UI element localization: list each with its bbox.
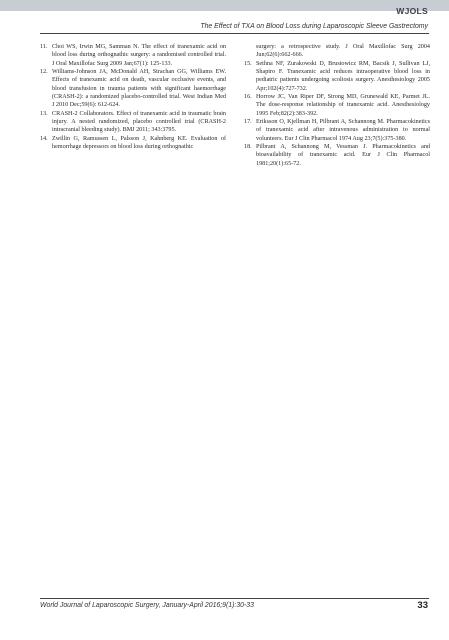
reference-number: 14. bbox=[40, 135, 48, 142]
reference-continuation: surgery: a retrospective study. J Oral Maxillofac Surg 2004 Jun;62(6):662-666. bbox=[256, 44, 430, 59]
reference-item bbox=[40, 135, 226, 152]
header-band bbox=[0, 0, 449, 11]
reference-text: Sethna NF, Zurakowski D, Brustowicz RM, Bacsik J, Sullivan LJ, Shapiro F. Tranexamic acid reduces intraoperative blood loss in pediatric patients undergoing scoliosis surgery. Anesthesiology 2005 Apr;102(4):727-732. bbox=[256, 60, 430, 92]
reference-number: 16. bbox=[244, 94, 252, 101]
journal-tag: WJOLS bbox=[396, 6, 428, 16]
footer-citation: World Journal of Laparoscopic Surgery, January-April 2016;9(1):30-33 bbox=[40, 602, 254, 609]
reference-item bbox=[40, 110, 226, 135]
header-rule bbox=[40, 33, 429, 34]
page-number: 33 bbox=[417, 600, 428, 611]
reference-text: Choi WS, Irwin MG, Samman N. The effect of tranexamic acid on blood loss during orthognathic surgery: a randomised controlled trial. J Oral Maxillofac Surg 2009 Jan;67(1): 125-133. bbox=[52, 44, 226, 67]
reference-number: 11. bbox=[40, 44, 48, 50]
reference-item bbox=[244, 60, 430, 93]
reference-text: Zwillin G, Ramussen L, Palsson J, Kahnberg KE. Evaluation of hemorrhage depressors on blood loss during orthognathic bbox=[52, 135, 226, 151]
reference-number: 13. bbox=[40, 110, 48, 117]
reference-item bbox=[244, 118, 430, 143]
reference-number: 15. bbox=[244, 60, 252, 67]
reference-number: 17. bbox=[244, 119, 252, 126]
reference-number: 12. bbox=[40, 69, 48, 76]
reference-item bbox=[40, 68, 226, 110]
reference-text: Williams-Johnson JA, McDonald AH, Strachan GG, Williams EW. Effects of tranexamic acid on death, vascular occlusive events, and blood transfusion in trauma patients with significant haemorrhage (CRASH-2): a randomized placebo-controlled trial. West Indian Med J 2010 Dec;59(6): 612-624. bbox=[52, 69, 226, 109]
reference-item bbox=[244, 143, 430, 168]
footer-rule bbox=[40, 598, 429, 599]
references-right-column bbox=[244, 43, 430, 168]
reference-text: Eriksson O, Kjellman H, Pilbrant A, Schannong M. Pharmacokinetics of tranexamic acid after intravenous administration to normal volunteers. Eur J Clin Pharmacol 1974 Aug 23;7(5):375-380. bbox=[256, 119, 430, 142]
reference-text: CRASH-2 Collaborators. Effect of tranexamic acid in traumatic brain injury. A nested randomized, placebo controlled trial (CRASH-2 intracranial bleeding study). BMJ 2011; 343:3795. bbox=[52, 110, 226, 134]
reference-number: 18. bbox=[244, 144, 252, 151]
references-left-column bbox=[40, 43, 226, 151]
reference-item bbox=[40, 43, 226, 68]
running-title: The Effect of TXA on Blood Loss during Laparoscopic Sleeve Gastrectomy bbox=[200, 23, 428, 30]
reference-item bbox=[244, 93, 430, 118]
reference-text: Pilbrant A, Schannong M, Vessman J. Pharmacokinetics and bioavailability of tranexamic acid. Eur J Clin Pharmacol 1981;20(1):65-72. bbox=[256, 144, 430, 167]
reference-text: Horrow JC, Van Riper DF, Strong MD, Grunewald KE, Parmet JL. The dose-response relationship of tranexamic acid. Anesthesiology 1995 Feb;82(2):383-392. bbox=[256, 94, 430, 117]
